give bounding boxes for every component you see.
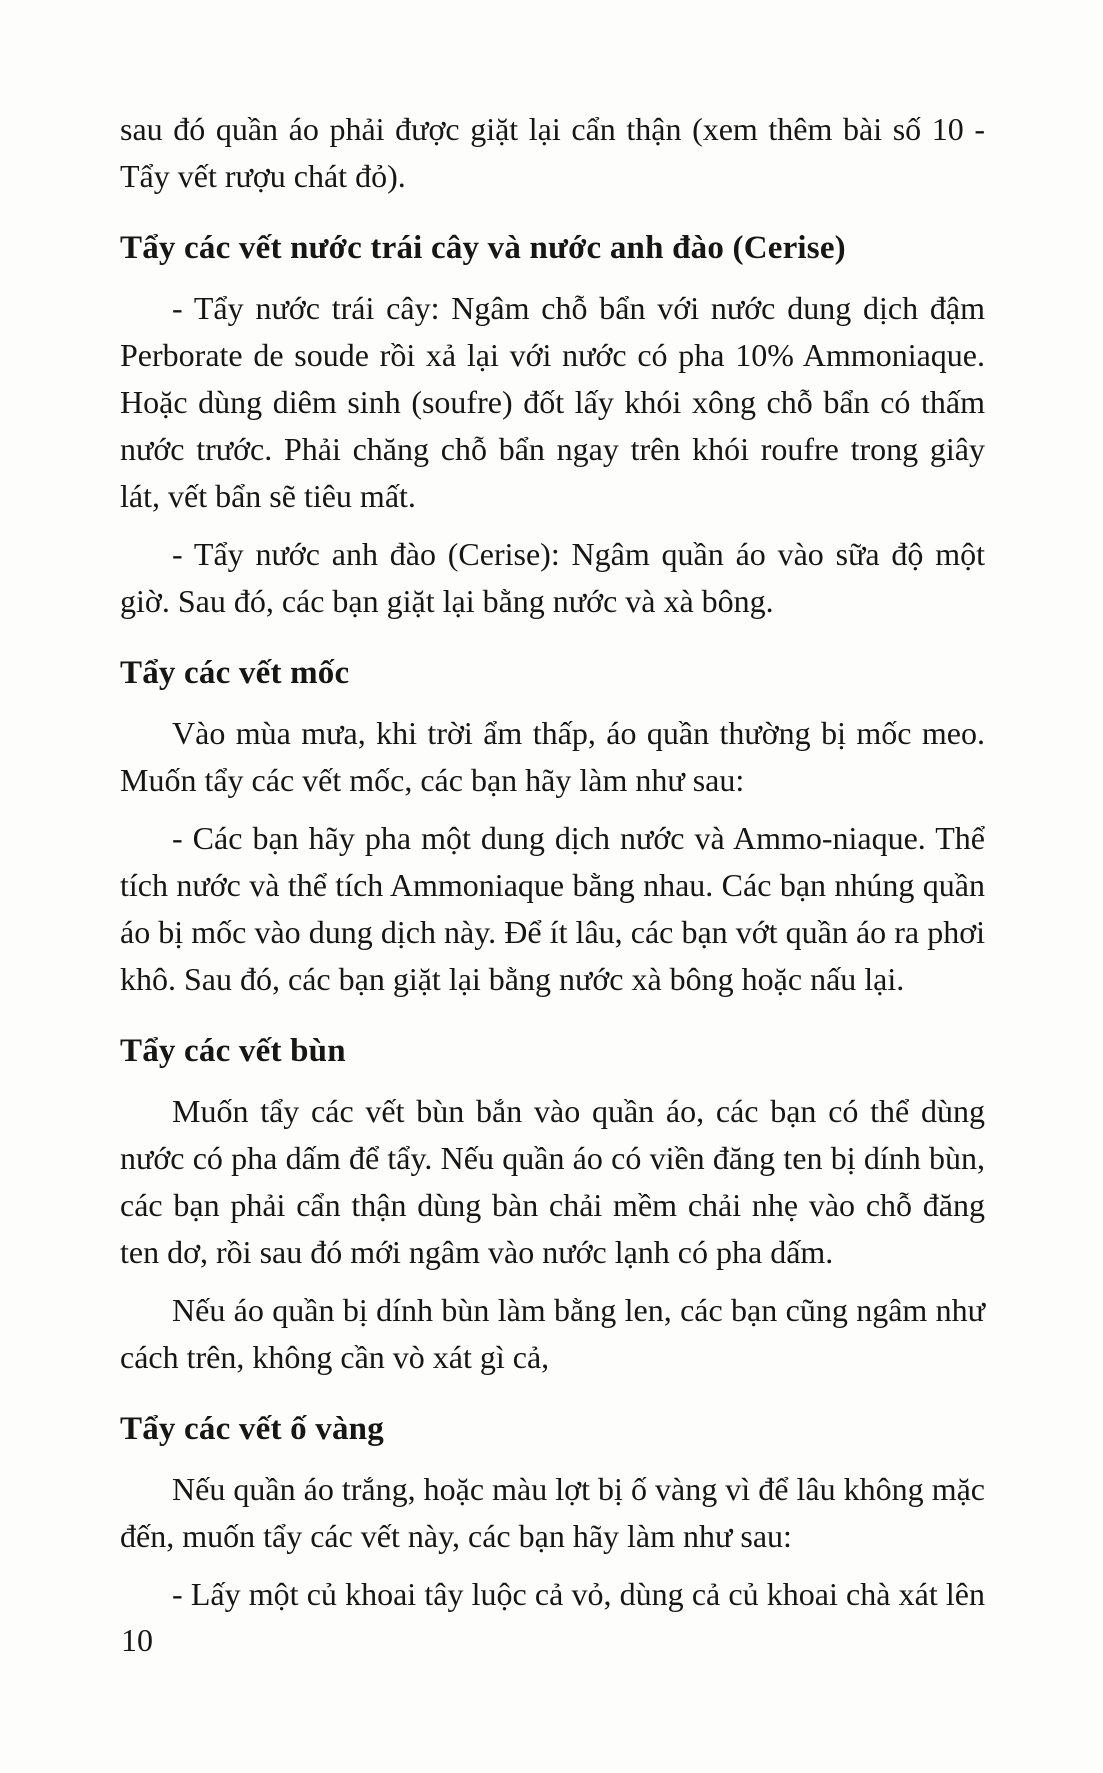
text-line-content: Tẩy các vết bùn (120, 1033, 346, 1069)
text-line (120, 1466, 985, 1513)
text-line (120, 473, 985, 520)
text-line (120, 1028, 985, 1075)
text-line (120, 379, 985, 426)
text-line-content: Perborate de soude rồi xả lại với nước có pha 10% Ammoniaque. (120, 337, 985, 373)
text-line (120, 1088, 985, 1135)
text-line-content: cách trên, không cần vò xát gì cả, (120, 1339, 550, 1375)
text-line (120, 426, 985, 473)
text-line-content: Tẩy các vết mốc (120, 655, 350, 691)
text-line (120, 1406, 985, 1453)
section-heading (120, 225, 985, 272)
paragraph (120, 1571, 985, 1618)
paragraph (120, 1088, 985, 1276)
text-line (120, 815, 985, 862)
text-line-content: - Tẩy nước anh đào (Cerise): Ngâm quần áo vào sữa độ một (172, 536, 985, 572)
text-line (120, 710, 985, 757)
section-heading (120, 1028, 985, 1075)
text-line-content: khô. Sau đó, các bạn giặt lại bằng nước xà bông hoặc nấu lại. (120, 961, 905, 997)
text-line (120, 1287, 985, 1334)
paragraph (120, 1287, 985, 1381)
text-line-content: Tẩy vết rượu chát đỏ). (120, 158, 406, 194)
text-line (120, 1135, 985, 1182)
text-line-content: Muốn tẩy các vết mốc, các bạn hãy làm như sau: (120, 762, 745, 798)
text-line (120, 862, 985, 909)
text-line (120, 531, 985, 578)
paragraph (120, 106, 985, 200)
text-line-content: Tẩy các vết nước trái cây và nước anh đào (Cerise) (120, 230, 846, 266)
text-line (120, 332, 985, 379)
text-line-content: - Các bạn hãy pha một dung dịch nước và Ammo-niaque. Thể (172, 820, 985, 856)
section-heading (120, 650, 985, 697)
page-content (120, 106, 985, 1618)
text-line (120, 106, 985, 153)
text-line (120, 1334, 985, 1381)
text-line-content: Hoặc dùng diêm sinh (soufre) đốt lấy khói xông chỗ bẩn có thấm (120, 384, 985, 420)
text-line (120, 225, 985, 272)
paragraph (120, 285, 985, 520)
text-line-content: giờ. Sau đó, các bạn giặt lại bằng nước và xà bông. (120, 583, 774, 619)
text-line-content: đến, muốn tẩy các vết này, các bạn hãy làm như sau: (120, 1518, 792, 1554)
text-line (120, 757, 985, 804)
text-line-content: Vào mùa mưa, khi trời ẩm thấp, áo quần thường bị mốc meo. (172, 715, 985, 751)
text-line-content: ten dơ, rồi sau đó mới ngâm vào nước lạnh có pha dấm. (120, 1234, 834, 1270)
text-line-content: - Lấy một củ khoai tây luộc cả vỏ, dùng cả củ khoai chà xát lên (172, 1576, 985, 1612)
text-line-content: Tẩy các vết ố vàng (120, 1411, 384, 1447)
text-line (120, 1571, 985, 1618)
text-line (120, 285, 985, 332)
paragraph (120, 531, 985, 625)
text-line (120, 909, 985, 956)
text-line (120, 578, 985, 625)
text-line (120, 650, 985, 697)
text-line-content: Muốn tẩy các vết bùn bắn vào quần áo, các bạn có thể dùng (172, 1093, 985, 1129)
text-line-content: áo bị mốc vào dung dịch này. Để ít lâu, các bạn vớt quần áo ra phơi (120, 914, 985, 950)
text-line (120, 1182, 985, 1229)
paragraph (120, 1466, 985, 1560)
section-heading (120, 1406, 985, 1453)
text-line-content: lát, vết bẩn sẽ tiêu mất. (120, 478, 416, 514)
paragraph (120, 815, 985, 1003)
text-line-content: nước có pha dấm để tẩy. Nếu quần áo có viền đăng ten bị dính bùn, (120, 1140, 985, 1176)
text-line (120, 1229, 985, 1276)
text-line-content: nước trước. Phải chăng chỗ bẩn ngay trên khói roufre trong giây (120, 431, 985, 467)
text-line (120, 956, 985, 1003)
paragraph (120, 710, 985, 804)
page-number: 10 (121, 1622, 153, 1658)
text-line-content: các bạn phải cẩn thận dùng bàn chải mềm chải nhẹ vào chỗ đăng (120, 1187, 985, 1223)
text-line (120, 153, 985, 200)
text-line-content: tích nước và thể tích Ammoniaque bằng nhau. Các bạn nhúng quần (120, 867, 985, 903)
text-line-content: - Tẩy nước trái cây: Ngâm chỗ bẩn với nước dung dịch đậm (172, 290, 985, 326)
text-line-content: sau đó quần áo phải được giặt lại cẩn thận (xem thêm bài số 10 - (120, 111, 985, 147)
text-line-content: Nếu quần áo trắng, hoặc màu lợt bị ố vàng vì để lâu không mặc (172, 1471, 985, 1507)
text-line-content: Nếu áo quần bị dính bùn làm bằng len, các bạn cũng ngâm như (172, 1292, 985, 1328)
text-line (120, 1513, 985, 1560)
